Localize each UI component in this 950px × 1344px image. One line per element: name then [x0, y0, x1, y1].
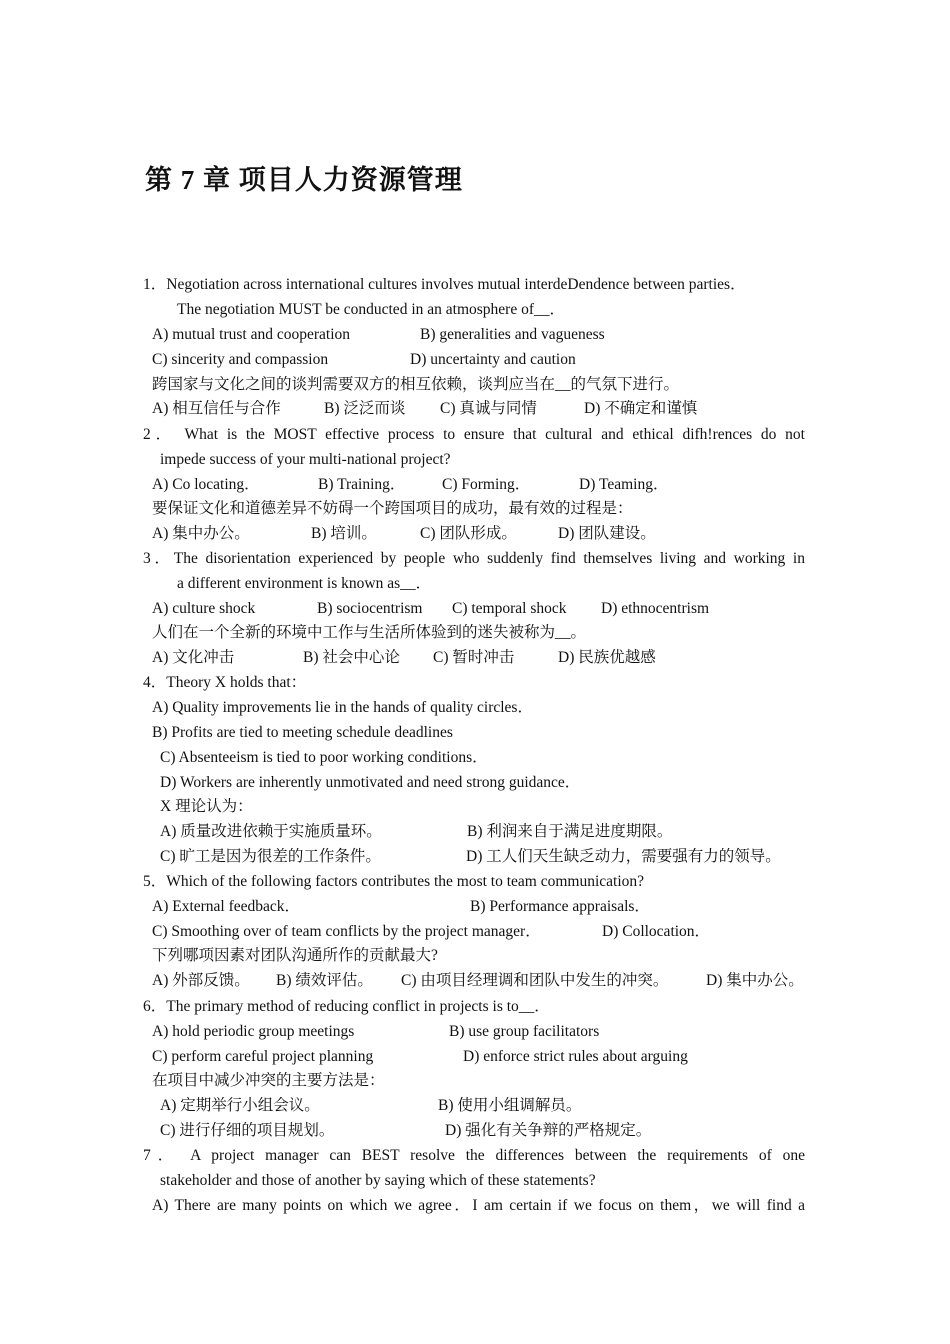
q1-chinese-option-a: A) 相互信任与合作	[152, 400, 281, 417]
q7-stem-line2: stakeholder and those of another by saying which of these statements?	[160, 1172, 596, 1189]
q7-option-a: A) There are many points on which we agree．I am certain if we focus on them，we will find a	[152, 1197, 805, 1214]
q6-chinese-option-b: B) 使用小组调解员。	[438, 1097, 582, 1114]
q2-chinese-option-b: B) 培训。	[311, 525, 377, 542]
q2-chinese-option-c: C) 团队形成。	[420, 525, 517, 542]
q1-chinese-option-c: C) 真诚与同情	[440, 400, 537, 417]
q4-option-b: B) Profits are tied to meeting schedule deadlines	[152, 724, 453, 741]
q3-chinese-stem: 人们在一个全新的环境中工作与生活所体验到的迷失被称为__。	[152, 624, 587, 641]
q1-option-a: A) mutual trust and cooperation	[152, 326, 351, 343]
q1-option-d: D) uncertainty and caution	[410, 351, 576, 368]
q4-chinese-stem: X 理论认为：	[160, 798, 253, 815]
q6-option-c: C) perform careful project planning	[152, 1048, 374, 1065]
q6-chinese-option-d: D) 强化有关争辩的严格规定。	[445, 1122, 652, 1139]
chapter-title: 第 7 章 项目人力资源管理	[145, 165, 463, 195]
q4-chinese-option-b: B) 利润来自于满足进度期限。	[467, 823, 673, 840]
q6-option-d: D) enforce strict rules about arguing	[463, 1048, 688, 1065]
q4-stem: 4．Theory X holds that：	[143, 674, 307, 691]
q5-chinese-option-b: B) 绩效评估。	[276, 972, 373, 989]
q5-option-a: A) External feedback．	[152, 898, 301, 915]
q6-chinese-option-a: A) 定期举行小组会议。	[160, 1097, 320, 1114]
q1-stem-line2: The negotiation MUST be conducted in an atmosphere of__．	[177, 301, 565, 318]
q3-chinese-option-c: C) 暂时冲击	[433, 649, 515, 666]
q5-option-b: B) Performance appraisals．	[470, 898, 650, 915]
q5-chinese-stem: 下列哪项因素对团队沟通所作的贡献最大?	[152, 947, 438, 964]
q2-stem-line2: impede success of your multi-national project?	[160, 451, 451, 468]
q2-chinese-stem: 要保证文化和道德差异不妨碍一个跨国项目的成功，最有效的过程是：	[152, 500, 633, 517]
q4-chinese-option-c: C) 旷工是因为很差的工作条件。	[160, 848, 381, 865]
q3-option-b: B) sociocentrism	[317, 600, 423, 617]
q3-chinese-option-b: B) 社会中心论	[303, 649, 400, 666]
q2-option-a: A) Co locating．	[152, 476, 260, 493]
q5-option-d: D) Collocation．	[602, 923, 711, 940]
q2-chinese-option-d: D) 团队建设。	[558, 525, 656, 542]
q5-chinese-option-a: A) 外部反馈。	[152, 972, 250, 989]
q4-option-d: D) Workers are inherently unmotivated and need strong guidance．	[160, 774, 581, 791]
q5-chinese-option-d: D) 集中办公。	[706, 972, 804, 989]
q4-option-a: A) Quality improvements lie in the hands of quality circles．	[152, 699, 533, 716]
q6-chinese-stem: 在项目中减少冲突的主要方法是：	[152, 1072, 385, 1089]
q1-option-c: C) sincerity and compassion	[152, 351, 329, 368]
q3-stem-line1: 3．The disorientation experienced by people who suddenly find themselves living and working in	[143, 550, 805, 567]
q4-option-c: C) Absenteeism is tied to poor working conditions．	[160, 749, 488, 766]
q3-option-a: A) culture shock	[152, 600, 256, 617]
q6-option-b: B) use group facilitators	[449, 1023, 600, 1040]
q5-option-c: C) Smoothing over of team conflicts by the project manager．	[152, 923, 541, 940]
q4-chinese-option-a: A) 质量改进依赖于实施质量环。	[160, 823, 382, 840]
q3-stem-line2: a different environment is known as__．	[177, 575, 432, 592]
q4-chinese-option-d: D) 工人们天生缺乏动力，需要强有力的领导。	[466, 848, 781, 865]
q2-option-c: C) Forming．	[442, 476, 531, 493]
q6-option-a: A) hold periodic group meetings	[152, 1023, 355, 1040]
q1-chinese-option-d: D) 不确定和谨慎	[584, 400, 698, 417]
q3-option-c: C) temporal shock	[452, 600, 567, 617]
q1-chinese-option-b: B) 泛泛而谈	[324, 400, 406, 417]
q3-option-d: D) ethnocentrism	[601, 600, 710, 617]
q3-chinese-option-d: D) 民族优越感	[558, 649, 656, 666]
q5-chinese-option-c: C) 由项目经理调和团队中发生的冲突。	[401, 972, 669, 989]
q6-chinese-option-c: C) 进行仔细的项目规划。	[160, 1122, 335, 1139]
q2-option-b: B) Training．	[318, 476, 406, 493]
q2-option-d: D) Teaming．	[579, 476, 669, 493]
q6-stem: 6．The primary method of reducing conflict in projects is to__．	[143, 998, 550, 1015]
q2-stem-line1: 2． What is the MOST effective process to ensure that cultural and ethical difh!rences do not	[143, 426, 805, 443]
q7-stem-line1: 7． A project manager can BEST resolve the differences between the requirements of one	[143, 1147, 805, 1164]
q5-stem: 5．Which of the following factors contributes the most to team communication?	[143, 873, 645, 890]
q3-chinese-option-a: A) 文化冲击	[152, 649, 235, 666]
q1-option-b: B) generalities and vagueness	[420, 326, 605, 343]
q2-chinese-option-a: A) 集中办公。	[152, 525, 250, 542]
q1-stem-line1: 1．Negotiation across international cultures involves mutual interdeDendence between parties．	[143, 276, 746, 293]
q1-chinese-stem: 跨国家与文化之间的谈判需要双方的相互依赖，谈判应当在__的气氛下进行。	[152, 376, 680, 393]
